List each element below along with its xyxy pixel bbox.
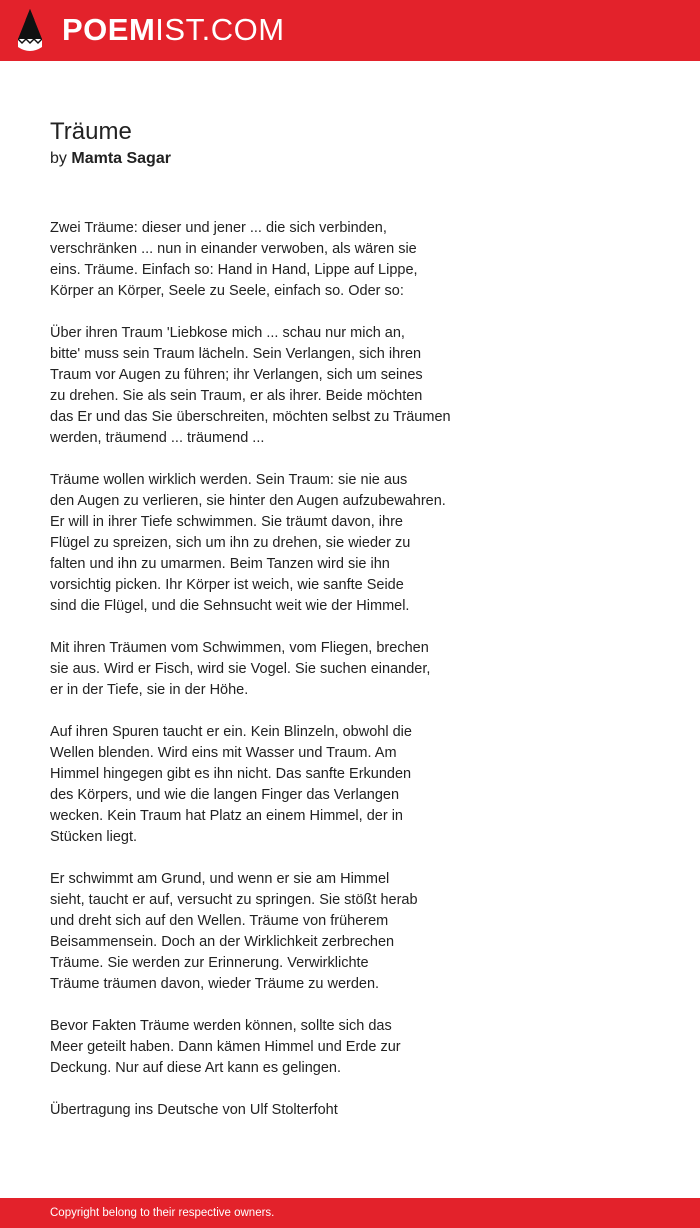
poem-line: sind die Flügel, und die Sehnsucht weit wie der Himmel. [50,598,410,614]
copyright-notice: Copyright belong to their respective owners. [50,1207,275,1219]
brand-bold: POEM [62,12,156,47]
poem-stanza [50,218,650,302]
poem-stanza [50,1100,650,1121]
poem-line: Beisammensein. Doch an der Wirklichkeit zerbrechen [50,934,395,950]
poem-line: Träume. Sie werden zur Erinnerung. Verwirklichte [50,955,369,971]
poem-line: Er will in ihrer Tiefe schwimmen. Sie träumt davon, ihre [50,514,403,530]
site-logo[interactable] [62,13,285,47]
poem-line: er in der Tiefe, sie in der Höhe. [50,682,249,698]
poem-line: Deckung. Nur auf diese Art kann es gelingen. [50,1060,341,1076]
poem-stanza [50,638,650,701]
poem-line: Auf ihren Spuren taucht er ein. Kein Blinzeln, obwohl die [50,724,412,740]
poem-line: werden, träumend ... träumend ... [50,430,265,446]
poem-stanza [50,470,650,617]
poem-line: Mit ihren Träumen vom Schwimmen, vom Fliegen, brechen [50,640,429,656]
poem-body [50,218,650,1142]
poem-line: Übertragung ins Deutsche von Ulf Stolterfoht [50,1102,338,1118]
poem-line: Meer geteilt haben. Dann kämen Himmel und Erde zur [50,1039,401,1055]
poem-line: Er schwimmt am Grund, und wenn er sie am Himmel [50,871,390,887]
poem-line: den Augen zu verlieren, sie hinter den Augen aufzubewahren. [50,493,446,509]
poem-line: Zwei Träume: dieser und jener ... die sich verbinden, [50,220,387,236]
author-name[interactable]: Mamta Sagar [71,150,171,167]
poem-line: bitte' muss sein Traum lächeln. Sein Verlangen, sich ihren [50,346,422,362]
poem-line: das Er und das Sie überschreiten, möchten selbst zu Träumen [50,409,451,425]
poem-line: sieht, taucht er auf, versucht zu springen. Sie stößt herab [50,892,418,908]
poem-line: Traum vor Augen zu führen; ihr Verlangen, sich um seines [50,367,423,383]
poem-stanza [50,323,650,449]
by-label: by [50,150,67,167]
poem-line: sie aus. Wird er Fisch, wird sie Vogel. Sie suchen einander, [50,661,431,677]
poem-line: Über ihren Traum 'Liebkose mich ... schau nur mich an, [50,325,405,341]
poem-line: Träume wollen wirklich werden. Sein Traum: sie nie aus [50,472,408,488]
poem-line: und dreht sich auf den Wellen. Träume von früherem [50,913,389,929]
poem-line: Stücken liegt. [50,829,138,845]
poem-title: Träume [50,118,132,145]
poem-line: zu drehen. Sie als sein Traum, er als ihrer. Beide möchten [50,388,423,404]
poem-stanza [50,1016,650,1079]
poem-line: vorsichtig picken. Ihr Körper ist weich, wie sanfte Seide [50,577,404,593]
brand-light: IST.COM [155,12,285,47]
poem-stanza [50,722,650,848]
site-footer [0,1198,700,1228]
poem-line: des Körpers, und wie die langen Finger das Verlangen [50,787,400,803]
poem-line: Bevor Fakten Träume werden können, sollte sich das [50,1018,392,1034]
poem-line: Wellen blenden. Wird eins mit Wasser und Traum. Am [50,745,397,761]
poem-line: Träume träumen davon, wieder Träume zu werden. [50,976,380,992]
pencil-tip-icon[interactable] [18,9,42,51]
poem-line: Körper an Körper, Seele zu Seele, einfach so. Oder so: [50,283,404,299]
poem-line: Himmel hingegen gibt es ihn nicht. Das sanfte Erkunden [50,766,412,782]
poem-line: eins. Träume. Einfach so: Hand in Hand, Lippe auf Lippe, [50,262,418,278]
poem-line: wecken. Kein Traum hat Platz an einem Himmel, der in [50,808,403,824]
poem-line: verschränken ... nun in einander verwoben, als wären sie [50,241,417,257]
poem-line: falten und ihn zu umarmen. Beim Tanzen wird sie ihn [50,556,390,572]
poem-stanza [50,869,650,995]
site-header [0,0,700,61]
poem-line: Flügel zu spreizen, sich um ihn zu drehen, sie wieder zu [50,535,411,551]
byline [50,148,171,170]
